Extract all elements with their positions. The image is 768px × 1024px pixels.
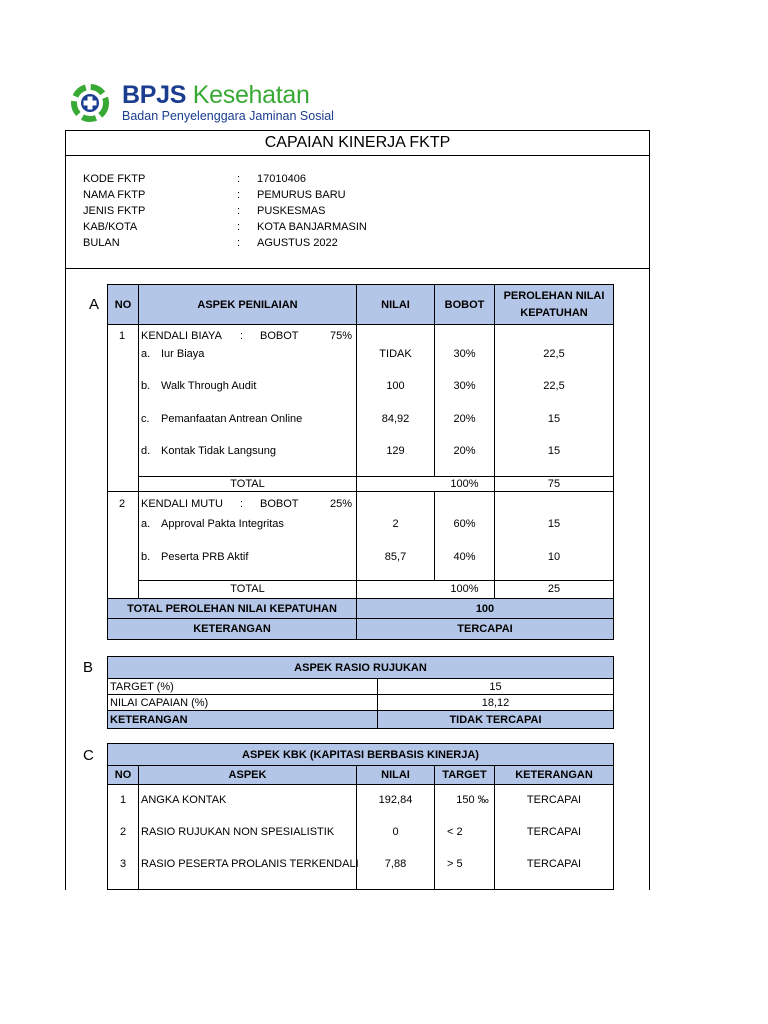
rasio-capaian-label: NILAI CAPAIAN (%) — [110, 697, 209, 709]
item-letter: a. — [141, 518, 151, 530]
group1-no: 1 — [119, 330, 126, 342]
group2-total-bobot: 100% — [450, 583, 479, 595]
item-bobot: 30% — [453, 380, 476, 392]
item-nilai: 100 — [386, 380, 405, 392]
kbk-no: 1 — [119, 794, 127, 806]
item-nilai: 2 — [392, 518, 399, 530]
rasio-target-value: 15 — [489, 681, 502, 693]
section-b-header: ASPEK RASIO RUJUKAN — [107, 656, 614, 679]
page-title: CAPAIAN KINERJA FKTP — [66, 131, 649, 156]
kbk-col-target: TARGET — [434, 765, 495, 785]
kbk-keterangan: TERCAPAI — [526, 858, 582, 870]
group1-bobot-value: 75% — [330, 330, 353, 342]
item-perolehan: 15 — [547, 445, 561, 457]
item-label: Kontak Tidak Langsung — [161, 445, 276, 457]
logo-brand: BPJS Kesehatan — [122, 81, 310, 109]
item-nilai: 85,7 — [384, 551, 407, 563]
item-perolehan: 22,5 — [543, 380, 565, 392]
kbk-nilai: 192,84 — [378, 794, 413, 806]
section-b-letter: B — [83, 659, 94, 676]
group2-bobot-label: BOBOT — [260, 498, 299, 510]
kbk-keterangan: TERCAPAI — [526, 794, 582, 806]
item-letter: a. — [141, 348, 151, 360]
kbk-target: 150 ‰ — [456, 794, 489, 806]
item-letter: d. — [141, 445, 151, 457]
bpjs-logo-icon — [70, 83, 110, 123]
section-a-letter: A — [89, 296, 100, 313]
group1-total-label: TOTAL — [230, 478, 265, 490]
keterangan-label: KETERANGAN — [107, 618, 357, 640]
group2-sep: : — [240, 498, 244, 510]
item-label: Iur Biaya — [161, 348, 205, 360]
item-nilai: 129 — [386, 445, 405, 457]
item-bobot: 20% — [453, 445, 476, 457]
item-perolehan: 15 — [547, 413, 561, 425]
kbk-col-keterangan: KETERANGAN — [494, 765, 614, 785]
rasio-target-label: TARGET (%) — [110, 681, 174, 693]
kbk-target: < 2 — [447, 826, 463, 838]
col-header-bobot: BOBOT — [434, 284, 495, 325]
item-perolehan: 15 — [547, 518, 561, 530]
item-bobot: 40% — [453, 551, 476, 563]
kbk-no: 3 — [119, 858, 127, 870]
col-header-no: NO — [107, 284, 139, 325]
group1-name: KENDALI BIAYA — [141, 330, 222, 342]
col-header-nilai: NILAI — [356, 284, 435, 325]
kbk-aspek: ANGKA KONTAK — [141, 794, 227, 806]
logo-subtitle: Badan Penyelenggara Jaminan Sosial — [122, 109, 334, 123]
item-label: Walk Through Audit — [161, 380, 257, 392]
group2-bobot-value: 25% — [330, 498, 353, 510]
col-header-aspek: ASPEK PENILAIAN — [138, 284, 357, 325]
col-header-perolehan: PEROLEHAN NILAI KEPATUHAN — [494, 284, 614, 325]
section-c-letter: C — [83, 747, 94, 764]
group1-sep: : — [240, 330, 244, 342]
fktp-info: KODE FKTP : 17010406 NAMA FKTP : PEMURUS BARU JENIS FKTP : PUSKESMAS KAB/KOTA : KOTA BANJARMASIN BULAN : AGUSTUS 2022 — [66, 156, 649, 269]
rasio-keterangan-value: TIDAK TERCAPAI — [449, 714, 542, 726]
item-letter: c. — [141, 413, 150, 425]
kbk-target: > 5 — [447, 858, 463, 870]
item-letter: b. — [141, 380, 151, 392]
kbk-nilai: 0 — [392, 826, 399, 838]
rasio-capaian-value: 18,12 — [481, 697, 510, 709]
kbk-col-nilai: NILAI — [356, 765, 435, 785]
item-label: Pemanfaatan Antrean Online — [161, 413, 303, 425]
group2-name: KENDALI MUTU — [141, 498, 223, 510]
group2-total-perolehan: 25 — [547, 583, 561, 595]
item-bobot: 20% — [453, 413, 476, 425]
keterangan-value: TERCAPAI — [356, 618, 614, 640]
group1-total-bobot: 100% — [450, 478, 479, 490]
item-label: Approval Pakta Integritas — [161, 518, 284, 530]
item-nilai: 84,92 — [381, 413, 410, 425]
kbk-aspek: RASIO PESERTA PROLANIS TERKENDALI — [141, 858, 359, 870]
group1-total-perolehan: 75 — [547, 478, 561, 490]
grand-total-value: 100 — [356, 598, 614, 619]
rasio-keterangan-label: KETERANGAN — [110, 714, 188, 726]
kbk-no: 2 — [119, 826, 127, 838]
grand-total-label: TOTAL PEROLEHAN NILAI KEPATUHAN — [107, 598, 357, 619]
group2-total-label: TOTAL — [230, 583, 265, 595]
group2-no: 2 — [119, 498, 126, 510]
kbk-col-aspek: ASPEK — [138, 765, 357, 785]
item-bobot: 60% — [453, 518, 476, 530]
bpjs-logo — [70, 82, 334, 123]
group1-bobot-label: BOBOT — [260, 330, 299, 342]
item-nilai: TIDAK — [379, 348, 412, 360]
kbk-aspek: RASIO RUJUKAN NON SPESIALISTIK — [141, 826, 335, 838]
item-perolehan: 22,5 — [543, 348, 565, 360]
item-label: Peserta PRB Aktif — [161, 551, 249, 563]
item-perolehan: 10 — [547, 551, 561, 563]
item-letter: b. — [141, 551, 151, 563]
kbk-keterangan: TERCAPAI — [526, 826, 582, 838]
kbk-nilai: 7,88 — [384, 858, 407, 870]
item-bobot: 30% — [453, 348, 476, 360]
kbk-col-no: NO — [107, 765, 139, 785]
section-c-header: ASPEK KBK (KAPITASI BERBASIS KINERJA) — [107, 743, 614, 766]
